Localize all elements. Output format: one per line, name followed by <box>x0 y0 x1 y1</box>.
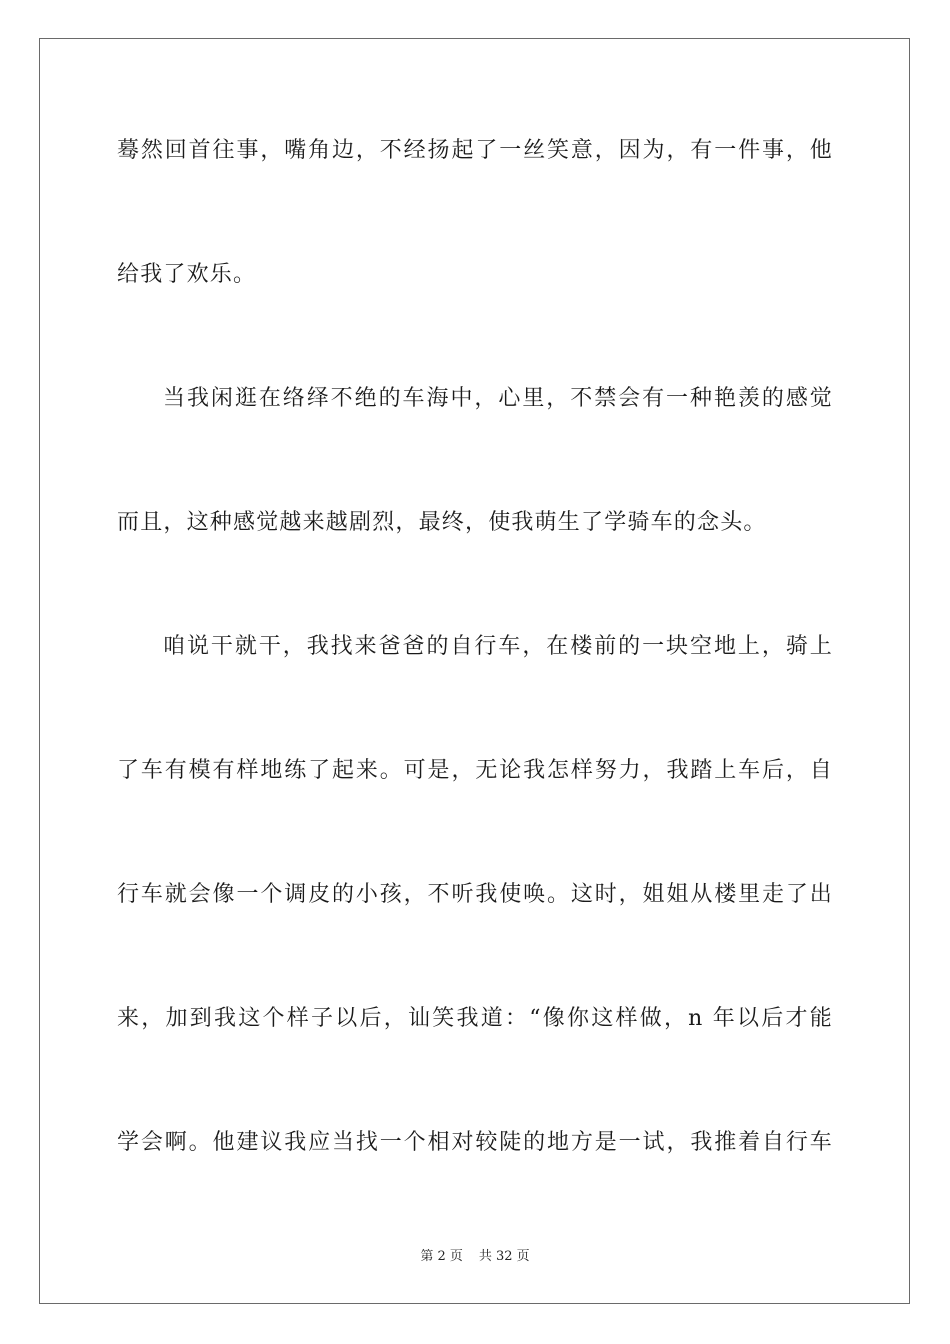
page-number: 第 2 页 <box>420 1249 463 1264</box>
paragraph-line: 给我了欢乐。 <box>117 262 257 287</box>
paragraph-line: 蓦然回首往事，嘴角边，不经扬起了一丝笑意，因为，有一件事，他 <box>117 138 833 163</box>
paragraph-line: 而且，这种感觉越来越剧烈，最终，使我萌生了学骑车的念头。 <box>117 510 767 535</box>
page-total: 共 32 页 <box>478 1249 530 1264</box>
paragraph-line: 来，加到我这个样子以后，讪笑我道：“像你这样做，n 年以后才能 <box>117 1006 833 1031</box>
paragraph-line: 了车有模有样地练了起来。可是，无论我怎样努力，我踏上车后，自 <box>117 758 833 783</box>
page-footer <box>0 1248 950 1266</box>
paragraph-line: 学会啊。他建议我应当找一个相对较陡的地方是一试，我推着自行车 <box>117 1130 833 1155</box>
page-border <box>39 38 910 1304</box>
paragraph-line: 行车就会像一个调皮的小孩，不听我使唤。这时，姐姐从楼里走了出 <box>117 882 833 907</box>
paragraph-line: 咱说干就干，我找来爸爸的自行车，在楼前的一块空地上，骑上 <box>163 634 833 659</box>
paragraph-line: 当我闲逛在络绎不绝的车海中，心里，不禁会有一种艳羡的感觉 <box>163 386 833 411</box>
